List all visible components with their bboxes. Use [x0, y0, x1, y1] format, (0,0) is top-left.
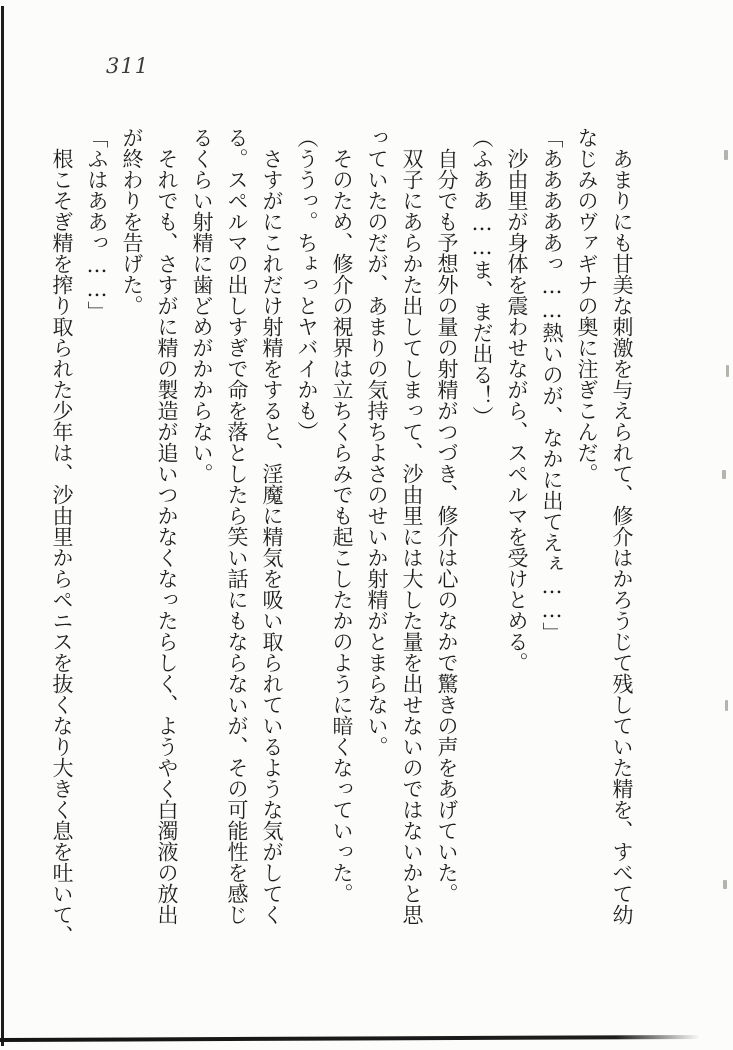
page-left-border — [1, 6, 4, 1046]
text-line: 根こそぎ精を搾り取られた少年は、沙由里からペニスを抜くなり大きく息を吐いて、 — [50, 127, 74, 946]
text-line: 「あああああっ……熱いのが、なかに出てえぇ……」 — [540, 127, 564, 643]
text-line: 自分でも予想外の量の射精がつづき、修介は心のなかで驚きの声をあげていた。 — [435, 127, 459, 904]
text-line: 沙由里が身体を震わせながら、スペルマを受けとめる。 — [505, 127, 529, 673]
text-line: さすがにこれだけ射精をすると、淫魔に精気を吸い取られているような気がしてく — [260, 127, 284, 925]
text-line: る。スペルマの出しすぎで命を落としたら笑い話にもならないが、その可能性を感じ — [225, 127, 249, 925]
scan-artifact — [723, 880, 727, 889]
text-line: 「ふはああっ……」 — [85, 127, 109, 322]
scan-artifact — [722, 470, 726, 479]
page-number: 311 — [106, 54, 150, 78]
text-line: なじみのヴァギナの奥に注ぎこんだ。 — [575, 127, 599, 484]
text-line: っていたのだが、あまりの気持ちよさのせいか射精がとまらない。 — [365, 127, 389, 757]
text-line: それでも、さすがに精の製造が追いつかなくなったらしく、ようやく白濁液の放出 — [155, 127, 179, 925]
scan-artifact — [725, 700, 728, 711]
text-line: が終わりを告げた。 — [120, 127, 144, 316]
page-bottom-border — [0, 1035, 700, 1042]
scan-artifact — [726, 365, 729, 377]
text-line: あまりにも甘美な刺激を与えられて、修介はかろうじて残していた精を、すべて幼 — [610, 127, 634, 925]
text-line: 双子にあらかた出してしまって、沙由里には大した量を出せないのではないかと思 — [400, 127, 424, 925]
text-area — [44, 127, 639, 949]
text-line: るくらい射精に歯どめがかからない。 — [190, 127, 214, 484]
text-line: そのため、修介の視界は立ちくらみでも起こしたかのように暗くなっていった。 — [330, 127, 354, 904]
text-line: （ううっ。ちょっとヤバイかも） — [295, 127, 319, 442]
scan-artifact — [724, 150, 728, 160]
text-line: （ふああ……ま、まだ出る！） — [470, 127, 494, 427]
